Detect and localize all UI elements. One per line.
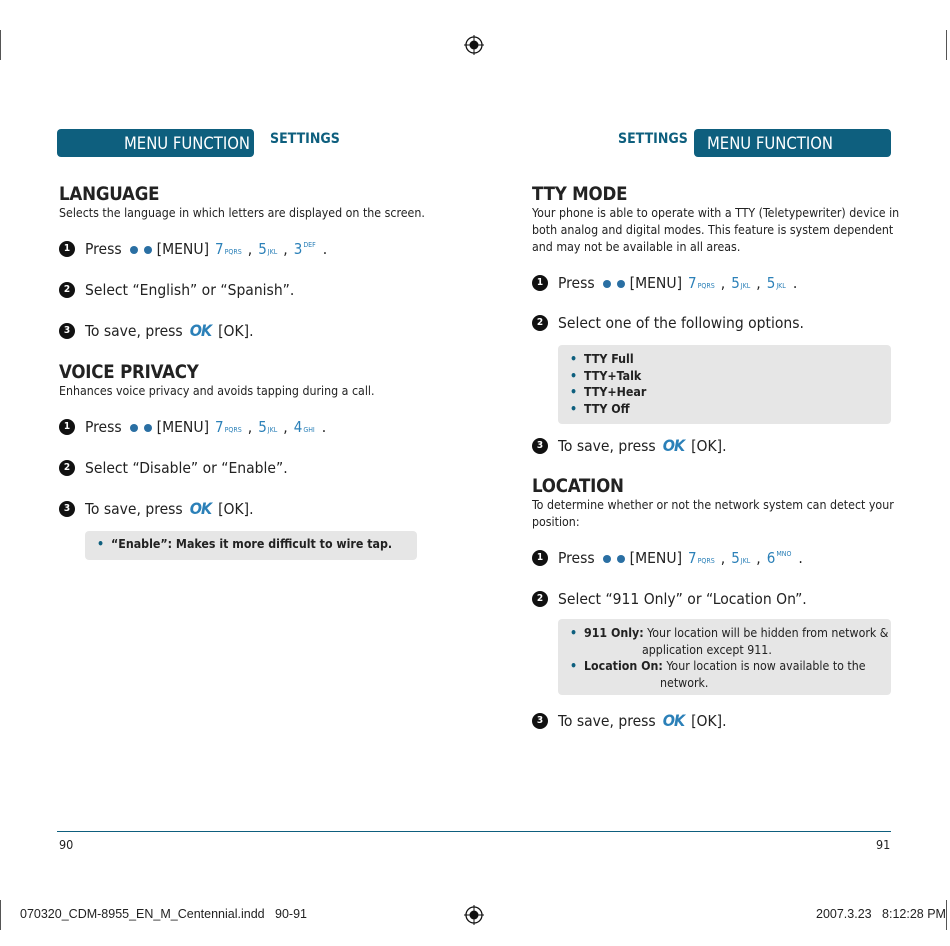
crop-mark-top-right — [946, 30, 947, 60]
location-options-box — [558, 619, 891, 695]
voice-privacy-step-2: 2 Select “Disable” or “Enable”. — [59, 459, 288, 477]
step-number: 1 — [59, 419, 75, 435]
key-6-icon: 6 MNO — [766, 549, 792, 567]
ok-key-icon: OK — [189, 321, 212, 340]
crop-mark-top-left — [0, 30, 1, 60]
step-number: 1 — [532, 275, 548, 291]
tty-mode-title: TTY MODE — [532, 184, 628, 205]
language-step-3: 3 To save, press OK [OK]. — [59, 321, 254, 340]
key-7-icon: 7 PQRS — [215, 418, 242, 436]
key-7-icon: 7 PQRS — [688, 549, 715, 567]
step-number: 3 — [532, 713, 548, 729]
right-menu-function-bar — [694, 129, 891, 157]
key-5-icon: 5 JKL — [258, 418, 278, 436]
footer-rule — [57, 831, 891, 832]
print-date-slug: 2007.3.23 8:12:28 PM — [816, 907, 946, 921]
key-7-icon: 7 PQRS — [215, 240, 242, 258]
dot-icon — [603, 280, 611, 288]
voice-privacy-step-1: 1 Press [MENU] 7 PQRS , 5 JKL , 4 GHI . — [59, 418, 326, 436]
left-menu-function-bar — [57, 129, 254, 157]
key-7-icon: 7 PQRS — [688, 274, 715, 292]
tty-step-3: 3 To save, press OK [OK]. — [532, 436, 727, 455]
step-text: Select “English” or “Spanish”. — [85, 281, 295, 299]
step-number: 2 — [59, 282, 75, 298]
step-number: 2 — [59, 460, 75, 476]
dot-icon — [144, 424, 152, 432]
press-label: Press — [85, 240, 122, 258]
location-option: • Location On: Your location is now available to the network. — [570, 659, 866, 691]
location-description: To determine whether or not the network system can detect your position: — [532, 498, 894, 529]
dot-icon — [130, 246, 138, 254]
step-number: 3 — [532, 438, 548, 454]
voice-privacy-step-3: 3 To save, press OK [OK]. — [59, 499, 254, 518]
tty-option: • TTY+Hear — [570, 385, 647, 400]
right-menu-function-label: MENU FUNCTION — [707, 134, 833, 153]
key-5-icon: 5 JKL — [731, 274, 751, 292]
tty-option: • TTY Off — [570, 402, 630, 417]
location-step-1: 1 Press [MENU] 7 PQRS , 5 JKL , 6 MNO . — [532, 549, 803, 567]
location-option: • 911 Only: Your location will be hidden from network & application except 911. — [570, 626, 889, 657]
step-number: 3 — [59, 323, 75, 339]
tty-mode-description: Your phone is able to operate with a TTY (Teletypewriter) device in both analog and digital modes. This feature is system dependent and may not be available in all areas. — [532, 206, 900, 254]
language-step-2 — [59, 281, 294, 299]
voice-privacy-note: • “Enable”: Makes it more difficult to wire tap. — [85, 531, 417, 560]
key-4-icon: 4 GHI — [293, 418, 315, 436]
left-settings-label: SETTINGS — [270, 131, 340, 147]
dot-icon — [617, 555, 625, 563]
ok-key-icon: OK — [662, 436, 685, 455]
tty-option: • TTY Full — [570, 352, 634, 366]
location-step-2: 2 Select “911 Only” or “Location On”. — [532, 590, 807, 608]
key-5-icon: 5 JKL — [731, 549, 751, 567]
ok-key-icon: OK — [189, 499, 212, 518]
location-title: LOCATION — [532, 476, 624, 497]
tty-step-2: 2 Select one of the following options. — [532, 314, 804, 332]
page-number-right: 91 — [876, 837, 891, 852]
language-description: Selects the language in which letters are displayed on the screen. — [59, 206, 425, 220]
left-menu-function-label: MENU FUNCTION — [124, 134, 250, 153]
step-number: 1 — [532, 550, 548, 566]
voice-privacy-title: VOICE PRIVACY — [59, 362, 199, 383]
registration-mark-top — [464, 35, 484, 55]
step-number: 2 — [532, 591, 548, 607]
dot-icon — [144, 246, 152, 254]
step-number: 2 — [532, 315, 548, 331]
crop-mark-bottom-left — [0, 900, 1, 930]
crop-mark-bottom-right — [946, 900, 947, 930]
step-number: 1 — [59, 241, 75, 257]
tty-option: • TTY+Talk — [570, 368, 642, 383]
key-5-icon: 5 JKL — [766, 274, 786, 292]
menu-label: [MENU] — [156, 240, 210, 258]
language-step-1: 1 Press [MENU] 7 PQRS , 5 JKL , 3 DEF . — [59, 240, 327, 258]
dot-icon — [130, 424, 138, 432]
location-step-3: 3 To save, press OK [OK]. — [532, 711, 727, 730]
voice-privacy-description: Enhances voice privacy and avoids tapping during a call. — [59, 384, 375, 398]
dot-icon — [603, 555, 611, 563]
key-5-icon: 5 JKL — [258, 240, 278, 258]
key-3-icon: 3 DEF — [293, 240, 316, 258]
print-file-slug: 070320_CDM-8955_EN_M_Centennial.indd 90-91 — [20, 907, 307, 921]
page-number-left: 90 — [59, 837, 74, 852]
tty-step-1: 1 Press [MENU] 7 PQRS , 5 JKL , 5 JKL . — [532, 274, 797, 292]
registration-mark-bottom — [464, 905, 484, 925]
ok-key-icon: OK — [662, 711, 685, 730]
tty-options-box — [558, 345, 891, 424]
step-number: 3 — [59, 501, 75, 517]
dot-icon — [617, 280, 625, 288]
language-title: LANGUAGE — [59, 184, 160, 205]
right-settings-label: SETTINGS — [618, 131, 688, 147]
